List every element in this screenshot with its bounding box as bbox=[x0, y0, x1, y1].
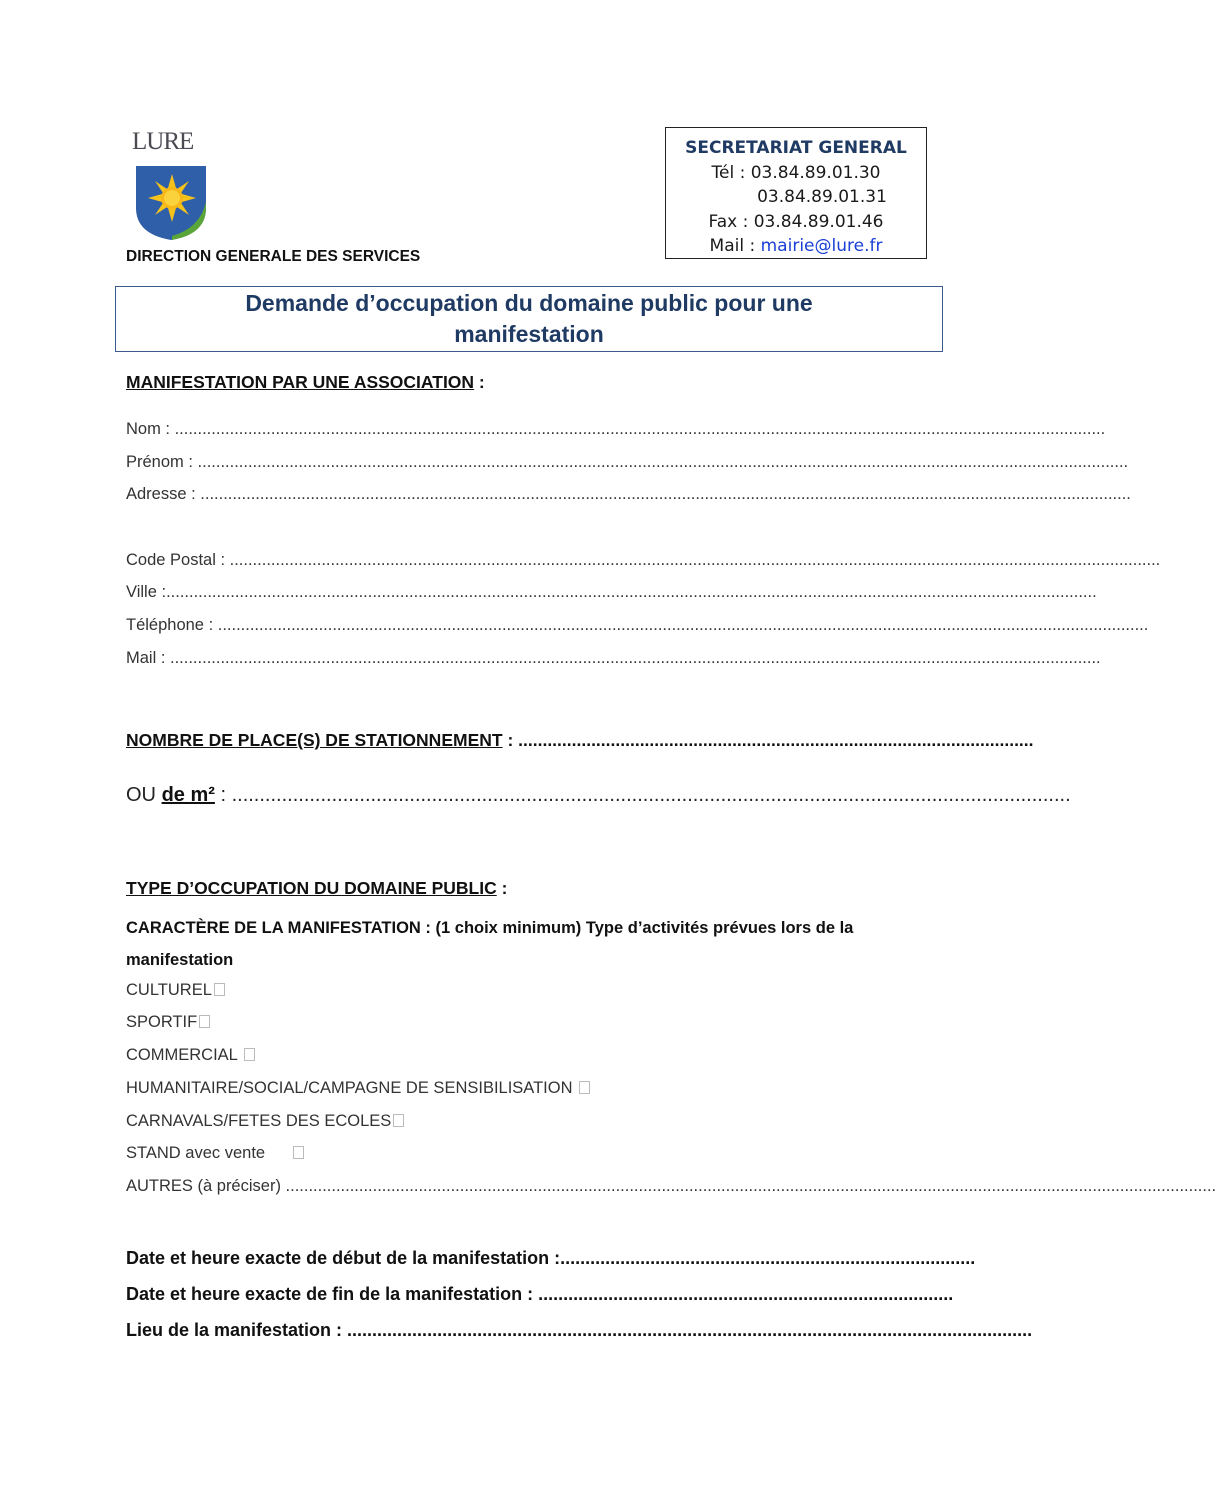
checkbox-culturel[interactable] bbox=[214, 983, 225, 996]
adresse-field[interactable] bbox=[126, 485, 1131, 504]
date-fin-label: Date et heure exacte de fin de la manifestation : bbox=[126, 1284, 539, 1304]
stationnement-suffix: : bbox=[502, 730, 519, 750]
secretariat-box bbox=[665, 127, 927, 259]
coat-of-arms-icon bbox=[132, 164, 210, 242]
ville-label: Ville : bbox=[126, 583, 167, 601]
document-title-line1: Demande d’occupation du domaine public pour une bbox=[245, 290, 813, 316]
logo-wordmark: LURE bbox=[132, 128, 194, 155]
adresse-label: Adresse : bbox=[126, 485, 201, 503]
checkbox-commercial[interactable] bbox=[244, 1048, 255, 1061]
date-debut-field[interactable] bbox=[126, 1248, 976, 1269]
option-culturel-label: CULTUREL bbox=[126, 981, 212, 999]
option-humanitaire-label: HUMANITAIRE/SOCIAL/CAMPAGNE DE SENSIBILISATION bbox=[126, 1079, 578, 1097]
code-postal-dotted-line[interactable]: ........................................................................................................................................................................................................... bbox=[229, 551, 1161, 569]
nom-field[interactable] bbox=[126, 420, 1106, 439]
stationnement-dotted-line[interactable]: .......................................................................................................... bbox=[518, 730, 1034, 750]
secretariat-tel2: 03.84.89.01.31 bbox=[757, 187, 887, 207]
checkbox-stand[interactable] bbox=[293, 1146, 304, 1159]
option-autres-label: AUTRES (à préciser) bbox=[126, 1177, 286, 1195]
mail-dotted-line[interactable]: ........................................................................................................................................................................................................... bbox=[170, 649, 1101, 667]
surface-unit-label: de m² bbox=[161, 784, 215, 806]
caractere-label: CARACTÈRE DE LA MANIFESTATION : (1 choix minimum) Type d’activités prévues lors de la manifestation bbox=[126, 919, 854, 969]
option-autres[interactable] bbox=[126, 1177, 1216, 1196]
secretariat-fax: Fax : 03.84.89.01.46 bbox=[708, 211, 884, 232]
lieu-field[interactable] bbox=[126, 1320, 1033, 1341]
nom-label: Nom : bbox=[126, 420, 175, 438]
date-debut-dotted-line[interactable]: ................................................................................... bbox=[560, 1248, 976, 1268]
checkbox-humanitaire[interactable] bbox=[579, 1081, 590, 1094]
direction-generale-label: DIRECTION GENERALE DES SERVICES bbox=[126, 248, 421, 265]
stationnement-heading: NOMBRE DE PLACE(S) DE STATIONNEMENT bbox=[126, 730, 503, 750]
prenom-label: Prénom : bbox=[126, 453, 198, 471]
type-heading bbox=[126, 878, 507, 899]
nom-dotted-line[interactable]: ........................................................................................................................................................................................................... bbox=[174, 420, 1106, 438]
date-fin-dotted-line[interactable]: ................................................................................... bbox=[538, 1284, 954, 1304]
lieu-dotted-line[interactable]: ......................................................................................................................................... bbox=[347, 1320, 1033, 1340]
association-heading-text: MANIFESTATION PAR UNE ASSOCIATION bbox=[126, 372, 475, 392]
surface-suffix: : bbox=[214, 784, 232, 806]
ou-label: OU bbox=[126, 784, 162, 806]
option-sportif-label: SPORTIF bbox=[126, 1013, 198, 1031]
prenom-field[interactable] bbox=[126, 453, 1129, 472]
lieu-label: Lieu de la manifestation : bbox=[126, 1320, 348, 1340]
option-culturel[interactable] bbox=[126, 981, 225, 1000]
secretariat-mail-label: Mail : bbox=[709, 236, 761, 256]
type-heading-text: TYPE D’OCCUPATION DU DOMAINE PUBLIC bbox=[126, 878, 497, 898]
association-heading-suffix: : bbox=[474, 372, 485, 392]
telephone-dotted-line[interactable]: ........................................................................................................................................................................................................... bbox=[217, 616, 1149, 634]
option-commercial[interactable] bbox=[126, 1046, 255, 1065]
secretariat-mail-line bbox=[666, 234, 926, 259]
association-heading bbox=[126, 372, 485, 393]
option-stand-label: STAND avec vente bbox=[126, 1144, 266, 1162]
surface-field[interactable] bbox=[126, 784, 1071, 807]
surface-dotted-line[interactable]: ....................................................................................................................................................... bbox=[231, 784, 1071, 806]
secretariat-mail-link[interactable]: mairie@lure.fr bbox=[760, 236, 883, 256]
checkbox-carnavals[interactable] bbox=[393, 1114, 404, 1127]
ville-dotted-line[interactable]: ........................................................................................................................................................................................................... bbox=[166, 583, 1097, 601]
stationnement-field[interactable] bbox=[126, 730, 1034, 751]
type-heading-suffix: : bbox=[496, 878, 508, 898]
mail-field[interactable] bbox=[126, 649, 1101, 668]
secretariat-title: SECRETARIAT GENERAL bbox=[685, 138, 907, 158]
document-title bbox=[115, 286, 943, 352]
telephone-label: Téléphone : bbox=[126, 616, 218, 634]
telephone-field[interactable] bbox=[126, 616, 1149, 635]
secretariat-tel: Tél : 03.84.89.01.30 bbox=[711, 162, 881, 183]
lure-logo bbox=[130, 128, 214, 244]
prenom-dotted-line[interactable]: ........................................................................................................................................................................................................... bbox=[197, 453, 1129, 471]
mail-label: Mail : bbox=[126, 649, 171, 667]
option-stand[interactable] bbox=[126, 1144, 304, 1163]
document-title-line2: manifestation bbox=[454, 321, 604, 347]
code-postal-field[interactable] bbox=[126, 551, 1161, 570]
autres-dotted-line[interactable]: ........................................................................................................................................................................................................... bbox=[285, 1177, 1216, 1195]
date-fin-field[interactable] bbox=[126, 1284, 954, 1305]
option-carnavals-label: CARNAVALS/FETES DES ECOLES bbox=[126, 1112, 392, 1130]
date-debut-label: Date et heure exacte de début de la manifestation : bbox=[126, 1248, 561, 1268]
ville-field[interactable] bbox=[126, 583, 1097, 602]
option-carnavals[interactable] bbox=[126, 1112, 404, 1131]
checkbox-sportif[interactable] bbox=[199, 1015, 210, 1028]
adresse-dotted-line[interactable]: ........................................................................................................................................................................................................... bbox=[200, 485, 1131, 503]
code-postal-label: Code Postal : bbox=[126, 551, 230, 569]
option-commercial-label: COMMERCIAL bbox=[126, 1046, 242, 1064]
option-sportif[interactable] bbox=[126, 1013, 210, 1032]
option-humanitaire[interactable] bbox=[126, 1079, 590, 1098]
